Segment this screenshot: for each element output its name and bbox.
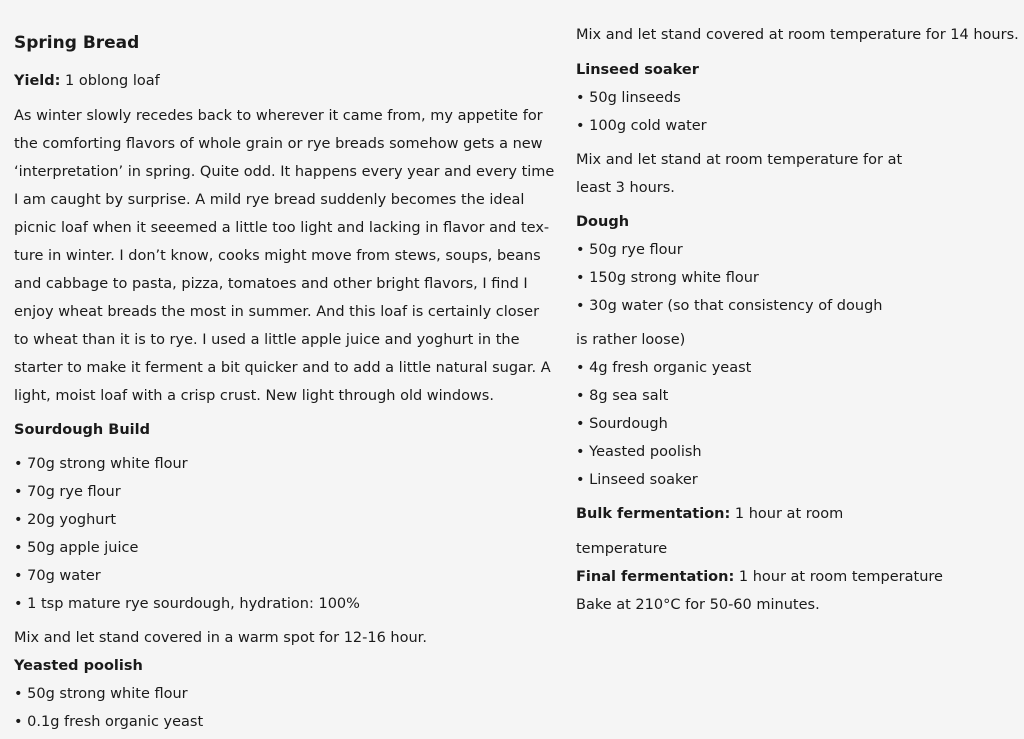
dough-heading: Dough (576, 214, 630, 230)
linseed-note: least 3 hours. (576, 180, 675, 196)
bulk-fermentation (576, 504, 843, 524)
poolish-item: • 0.1g fresh organic yeast (14, 714, 204, 730)
intro-line: and cabbage to pasta, pizza, tomatoes and other bright flavors, I find I (14, 276, 528, 292)
dough-item: • Yeasted poolish (576, 444, 702, 460)
final-fermentation (576, 567, 943, 587)
linseed-note: Mix and let stand at room temperature for at (576, 152, 903, 168)
bulk-fermentation-continued: temperature (576, 541, 668, 557)
intro-line: ture in winter. I don’t know, cooks might move from stews, soups, beans (14, 248, 541, 264)
sourdough-heading: Sourdough Build (14, 422, 150, 438)
sourdough-item: • 70g strong white flour (14, 456, 188, 472)
intro-line: As winter slowly recedes back to wherever it came from, my appetite for (14, 108, 543, 124)
sourdough-item: • 20g yoghurt (14, 512, 117, 528)
dough-item: • 150g strong white flour (576, 270, 759, 286)
dough-item: • 30g water (so that consistency of dough (576, 298, 883, 314)
recipe-title: Spring Bread (14, 33, 140, 53)
final-label: Final fermentation: (576, 569, 735, 585)
yield-line (14, 71, 160, 91)
dough-item: • 50g rye flour (576, 242, 683, 258)
linseed-item: • 50g linseeds (576, 90, 681, 106)
linseed-heading: Linseed soaker (576, 62, 699, 78)
intro-line: ‘interpretation’ in spring. Quite odd. It happens every year and every time (14, 164, 555, 180)
linseed-item: • 100g cold water (576, 118, 707, 134)
dough-item: • Linseed soaker (576, 472, 698, 488)
sourdough-item: • 70g rye flour (14, 484, 121, 500)
intro-line: the comforting flavors of whole grain or rye breads somehow gets a new (14, 136, 543, 152)
bake-instruction: Bake at 210°C for 50-60 minutes. (576, 597, 820, 613)
sourdough-item: • 70g water (14, 568, 101, 584)
yield-value: 1 oblong loaf (60, 73, 160, 89)
yield-label: Yield: (14, 73, 61, 89)
final-value: 1 hour at room temperature (734, 569, 943, 585)
sourdough-note: Mix and let stand covered in a warm spot for 12-16 hour. (14, 630, 427, 646)
dough-item-continued: is rather loose) (576, 332, 686, 348)
dough-item: • Sourdough (576, 416, 668, 432)
poolish-heading: Yeasted poolish (14, 658, 143, 674)
intro-line: I am caught by surprise. A mild rye bread suddenly becomes the ideal (14, 192, 525, 208)
intro-line: picnic loaf when it seeemed a little too light and lacking in flavor and tex- (14, 220, 550, 236)
bulk-value: 1 hour at room (730, 506, 844, 522)
poolish-note: Mix and let stand covered at room temperature for 14 hours. (576, 27, 1019, 43)
intro-line: starter to make it ferment a bit quicker and to add a little natural sugar. A (14, 360, 551, 376)
bulk-label: Bulk fermentation: (576, 506, 731, 522)
dough-item: • 4g fresh organic yeast (576, 360, 752, 376)
sourdough-item: • 50g apple juice (14, 540, 139, 556)
intro-line: light, moist loaf with a crisp crust. New light through old windows. (14, 388, 494, 404)
poolish-item: • 50g strong white flour (14, 686, 188, 702)
sourdough-item: • 1 tsp mature rye sourdough, hydration: 100% (14, 596, 360, 612)
dough-item: • 8g sea salt (576, 388, 669, 404)
intro-line: to wheat than it is to rye. I used a little apple juice and yoghurt in the (14, 332, 520, 348)
intro-line: enjoy wheat breads the most in summer. And this loaf is certainly closer (14, 304, 540, 320)
